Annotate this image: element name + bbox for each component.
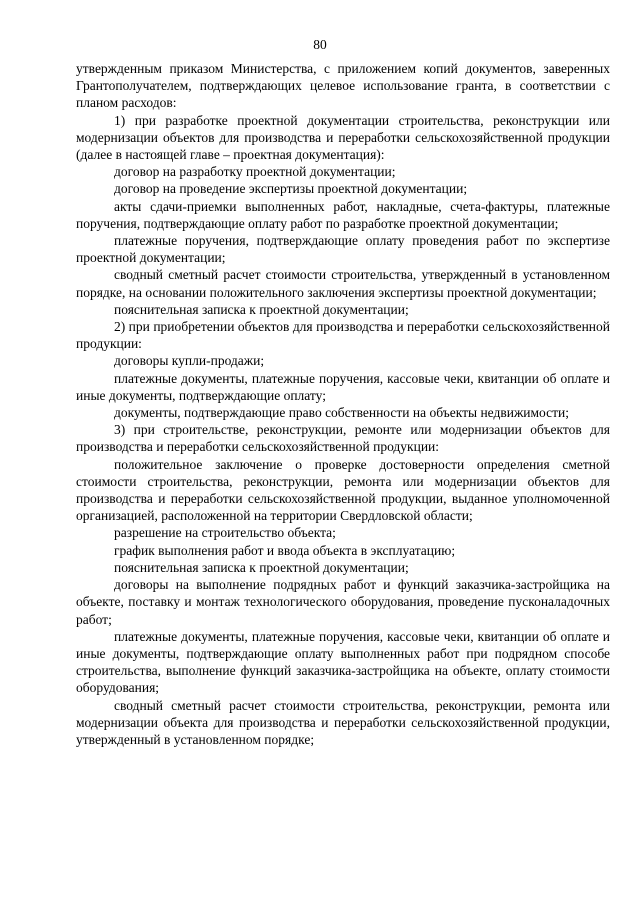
paragraph: разрешение на строительство объекта; <box>114 525 336 541</box>
paragraph: договор на проведение экспертизы проектной документации; <box>114 181 468 197</box>
page-number: 80 <box>313 37 327 52</box>
paragraph: документы, подтверждающие право собственности на объекты недвижимости; <box>114 405 570 421</box>
paragraph: 2) при приобретении объектов для производства и переработки сельскохозяйственной продукции: <box>76 319 610 352</box>
paragraph: утвержденным приказом Министерства, с приложением копий документов, заверенных Грантополучателем, подтверждающих целевое использование гранта, в соответствии с планом расходов: <box>76 61 610 111</box>
paragraph: пояснительная записка к проектной документации; <box>114 559 409 575</box>
paragraph: сводный сметный расчет стоимости строительства, реконструкции, ремонта или модернизации объекта для производства и переработки сельскохозяйственной продукции, утвержденный в установленном порядке; <box>76 697 610 747</box>
paragraph: договоры купли-продажи; <box>114 353 265 369</box>
paragraph: положительное заключение о проверке достоверности определения сметной стоимости строительства, реконструкции, ремонта или модернизации объектов для производства и переработки сельскохозяйственной продукции, выданное уполномоченной организацией, расположенной на территории Свердловской области; <box>76 456 610 524</box>
paragraph: 3) при строительстве, реконструкции, ремонте или модернизации объектов для производства и переработки сельскохозяйственной продукции: <box>76 422 610 455</box>
paragraph: пояснительная записка к проектной документации; <box>114 301 409 317</box>
paragraph: акты сдачи-приемки выполненных работ, накладные, счета-фактуры, платежные поручения, подтверждающие оплату работ по разработке проектной документации; <box>76 198 610 231</box>
paragraph: сводный сметный расчет стоимости строительства, утвержденный в установленном порядке, на основании положительного заключения экспертизы проектной документации; <box>76 267 610 300</box>
paragraph: платежные документы, платежные поручения, кассовые чеки, квитанции об оплате и иные документы, подтверждающие оплату; <box>76 370 610 403</box>
paragraph: договоры на выполнение подрядных работ и функций заказчика-застройщика на объекте, поставку и монтаж технологического оборудования, проведение пусконаладочных работ; <box>76 577 610 627</box>
document-body <box>76 60 610 748</box>
paragraph: договор на разработку проектной документации; <box>114 164 396 180</box>
paragraph: 1) при разработке проектной документации строительства, реконструкции или модернизации объектов для производства и переработки сельскохозяйственной продукции (далее в настоящей главе – проектная документация): <box>76 112 610 163</box>
paragraph: платежные поручения, подтверждающие оплату проведения работ по экспертизе проектной документации; <box>76 233 610 266</box>
paragraph: платежные документы, платежные поручения, кассовые чеки, квитанции об оплате и иные документы, подтверждающие оплату выполненных работ при подрядном способе строительства, выполнение функций заказчика-застройщика на объекте, оплату стоимости оборудования; <box>76 628 610 696</box>
paragraph: график выполнения работ и ввода объекта в эксплуатацию; <box>114 542 456 558</box>
